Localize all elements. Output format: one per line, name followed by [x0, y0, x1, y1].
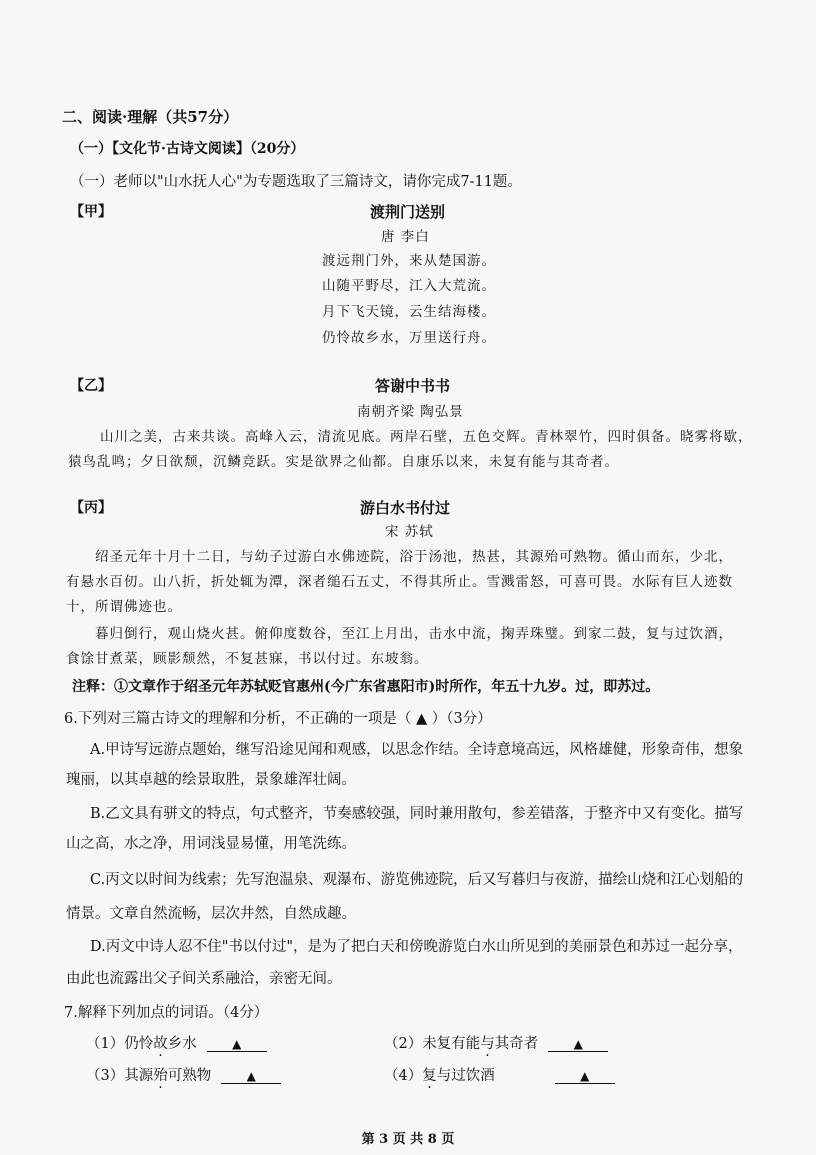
dotted-word: 复 [422, 1068, 437, 1084]
dotted-word: 故 [153, 1036, 168, 1052]
dotted-word: 与 [480, 1036, 495, 1052]
item-text-post: 与过饮酒 [436, 1068, 495, 1084]
part-header: （一）【文化节·古诗文阅读】（20分） [70, 141, 305, 157]
q6-option-d-cont: 由此也流露出父子间关系融洽，亲密无间。 [66, 971, 342, 987]
q6-option-a-cont: 瑰丽，以其卓越的绘景取胜，景象雄浑壮阔。 [66, 772, 356, 788]
item-text-post: 乡水 [167, 1036, 197, 1052]
section-header: 二、阅读·理解（共57分） [62, 108, 239, 126]
jia-line: 仍怜故乡水，万里送行舟。 [322, 330, 496, 346]
item-text-pre: 其源 [124, 1068, 154, 1084]
footnote: 注释：①文章作于绍圣元年苏轼贬官惠州(今广东省惠阳市)时所作，年五十九岁。过，即苏过。 [72, 679, 660, 695]
jia-line: 月下飞天镜，云生结海楼。 [322, 304, 496, 320]
bing-tag: 【丙】 [70, 500, 112, 516]
bing-line: 绍圣元年十月十二日，与幼子过游白水佛迹院，浴于汤池，热甚，其源殆可熟物。循山而东，少北， [95, 549, 733, 565]
answer-blank[interactable]: ▲ [221, 1069, 281, 1084]
page-footer: 第 3 页 共 8 页 [361, 1132, 455, 1147]
answer-blank[interactable]: ▲ [207, 1037, 267, 1052]
jia-author: 唐 李白 [381, 229, 430, 245]
bing-line: 有悬水百仞。山八折，折处辄为潭，深者缒石五丈，不得其所止。雪溅雷怒，可喜可畏。水际有巨人迹数 [66, 574, 733, 590]
dotted-word: 殆 [153, 1068, 168, 1084]
q7-item-3 [86, 1064, 281, 1085]
q6-option-b-cont: 山之高，水之净，用词浅显易懂，用笔洗练。 [66, 836, 356, 852]
jia-line: 山随平野尽，江入大荒流。 [322, 278, 496, 294]
q7-item-1 [86, 1032, 267, 1053]
q6-stem: 6.下列对三篇古诗文的理解和分析，不正确的一项是（ ▲ ）（3分） [64, 711, 492, 727]
q7-stem: 7.解释下列加点的词语。（4分） [64, 1005, 269, 1021]
bing-title: 游白水书付过 [360, 499, 451, 517]
yi-tag: 【乙】 [70, 378, 112, 394]
item-text-pre: 未复有能 [422, 1036, 481, 1052]
yi-line: 山川之美，古来共谈。高峰入云，清流见底。两岸石壁，五色交辉。青林翠竹，四时俱备。晓雾将歇， [100, 429, 753, 445]
q6-option-c: C.丙文以时间为线索；先写泡温泉、观瀑布、游览佛迹院，后又写暮归与夜游，描绘山烧和江心划船的 [90, 872, 744, 888]
q7-item-4 [384, 1064, 615, 1085]
q7-item-2 [384, 1032, 608, 1053]
bing-line: 暮归倒行，观山烧火甚。俯仰度数谷，至江上月出，击水中流，掬弄珠璧。到家二鼓，复与过饮酒， [95, 626, 733, 642]
jia-line: 渡远荆门外，来从楚国游。 [322, 253, 496, 269]
yi-author: 南朝齐梁 陶弘景 [357, 404, 464, 420]
intro-text: （一）老师以"山水抚人心"为专题选取了三篇诗文，请你完成7-11题。 [70, 174, 522, 190]
item-text-pre: 仍怜 [124, 1036, 154, 1052]
yi-title: 答谢中书书 [375, 377, 451, 395]
item-number: （3） [86, 1068, 125, 1084]
bing-line: 食馀甘煮菜，顾影颓然，不复甚寐，书以付过。东坡翁。 [66, 651, 429, 667]
q6-option-a: A.甲诗写远游点题始，继写沿途见闻和观感，以思念作结。全诗意境高远，风格雄健，形象奇伟，想象 [90, 742, 744, 758]
item-number: （2） [384, 1036, 423, 1052]
item-text-post: 可熟物 [167, 1068, 212, 1084]
yi-line: 猿鸟乱鸣；夕日欲颓，沉鳞竞跃。实是欲界之仙都。自康乐以来，未复有能与其奇者。 [68, 454, 619, 470]
bing-line: 十，所谓佛迹也。 [66, 599, 182, 615]
bing-author: 宋 苏轼 [385, 524, 434, 540]
q6-option-b: B.乙文具有骈文的特点，句式整齐，节奏感较强，同时兼用散句，参差错落，于整齐中又有变化。描写 [90, 806, 744, 822]
answer-blank[interactable]: ▲ [548, 1037, 608, 1052]
answer-blank[interactable]: ▲ [555, 1069, 615, 1084]
jia-tag: 【甲】 [70, 204, 112, 220]
item-number: （4） [384, 1068, 423, 1084]
item-number: （1） [86, 1036, 125, 1052]
jia-title: 渡荆门送别 [370, 203, 446, 221]
q6-option-c-cont: 情景。文章自然流畅，层次井然，自然成趣。 [66, 906, 356, 922]
q6-option-d: D.丙文中诗人忍不住"书以付过"，是为了把白天和傍晚游览白水山所见到的美丽景色和苏过一起分享， [90, 939, 743, 955]
item-text-post: 其奇者 [494, 1036, 539, 1052]
